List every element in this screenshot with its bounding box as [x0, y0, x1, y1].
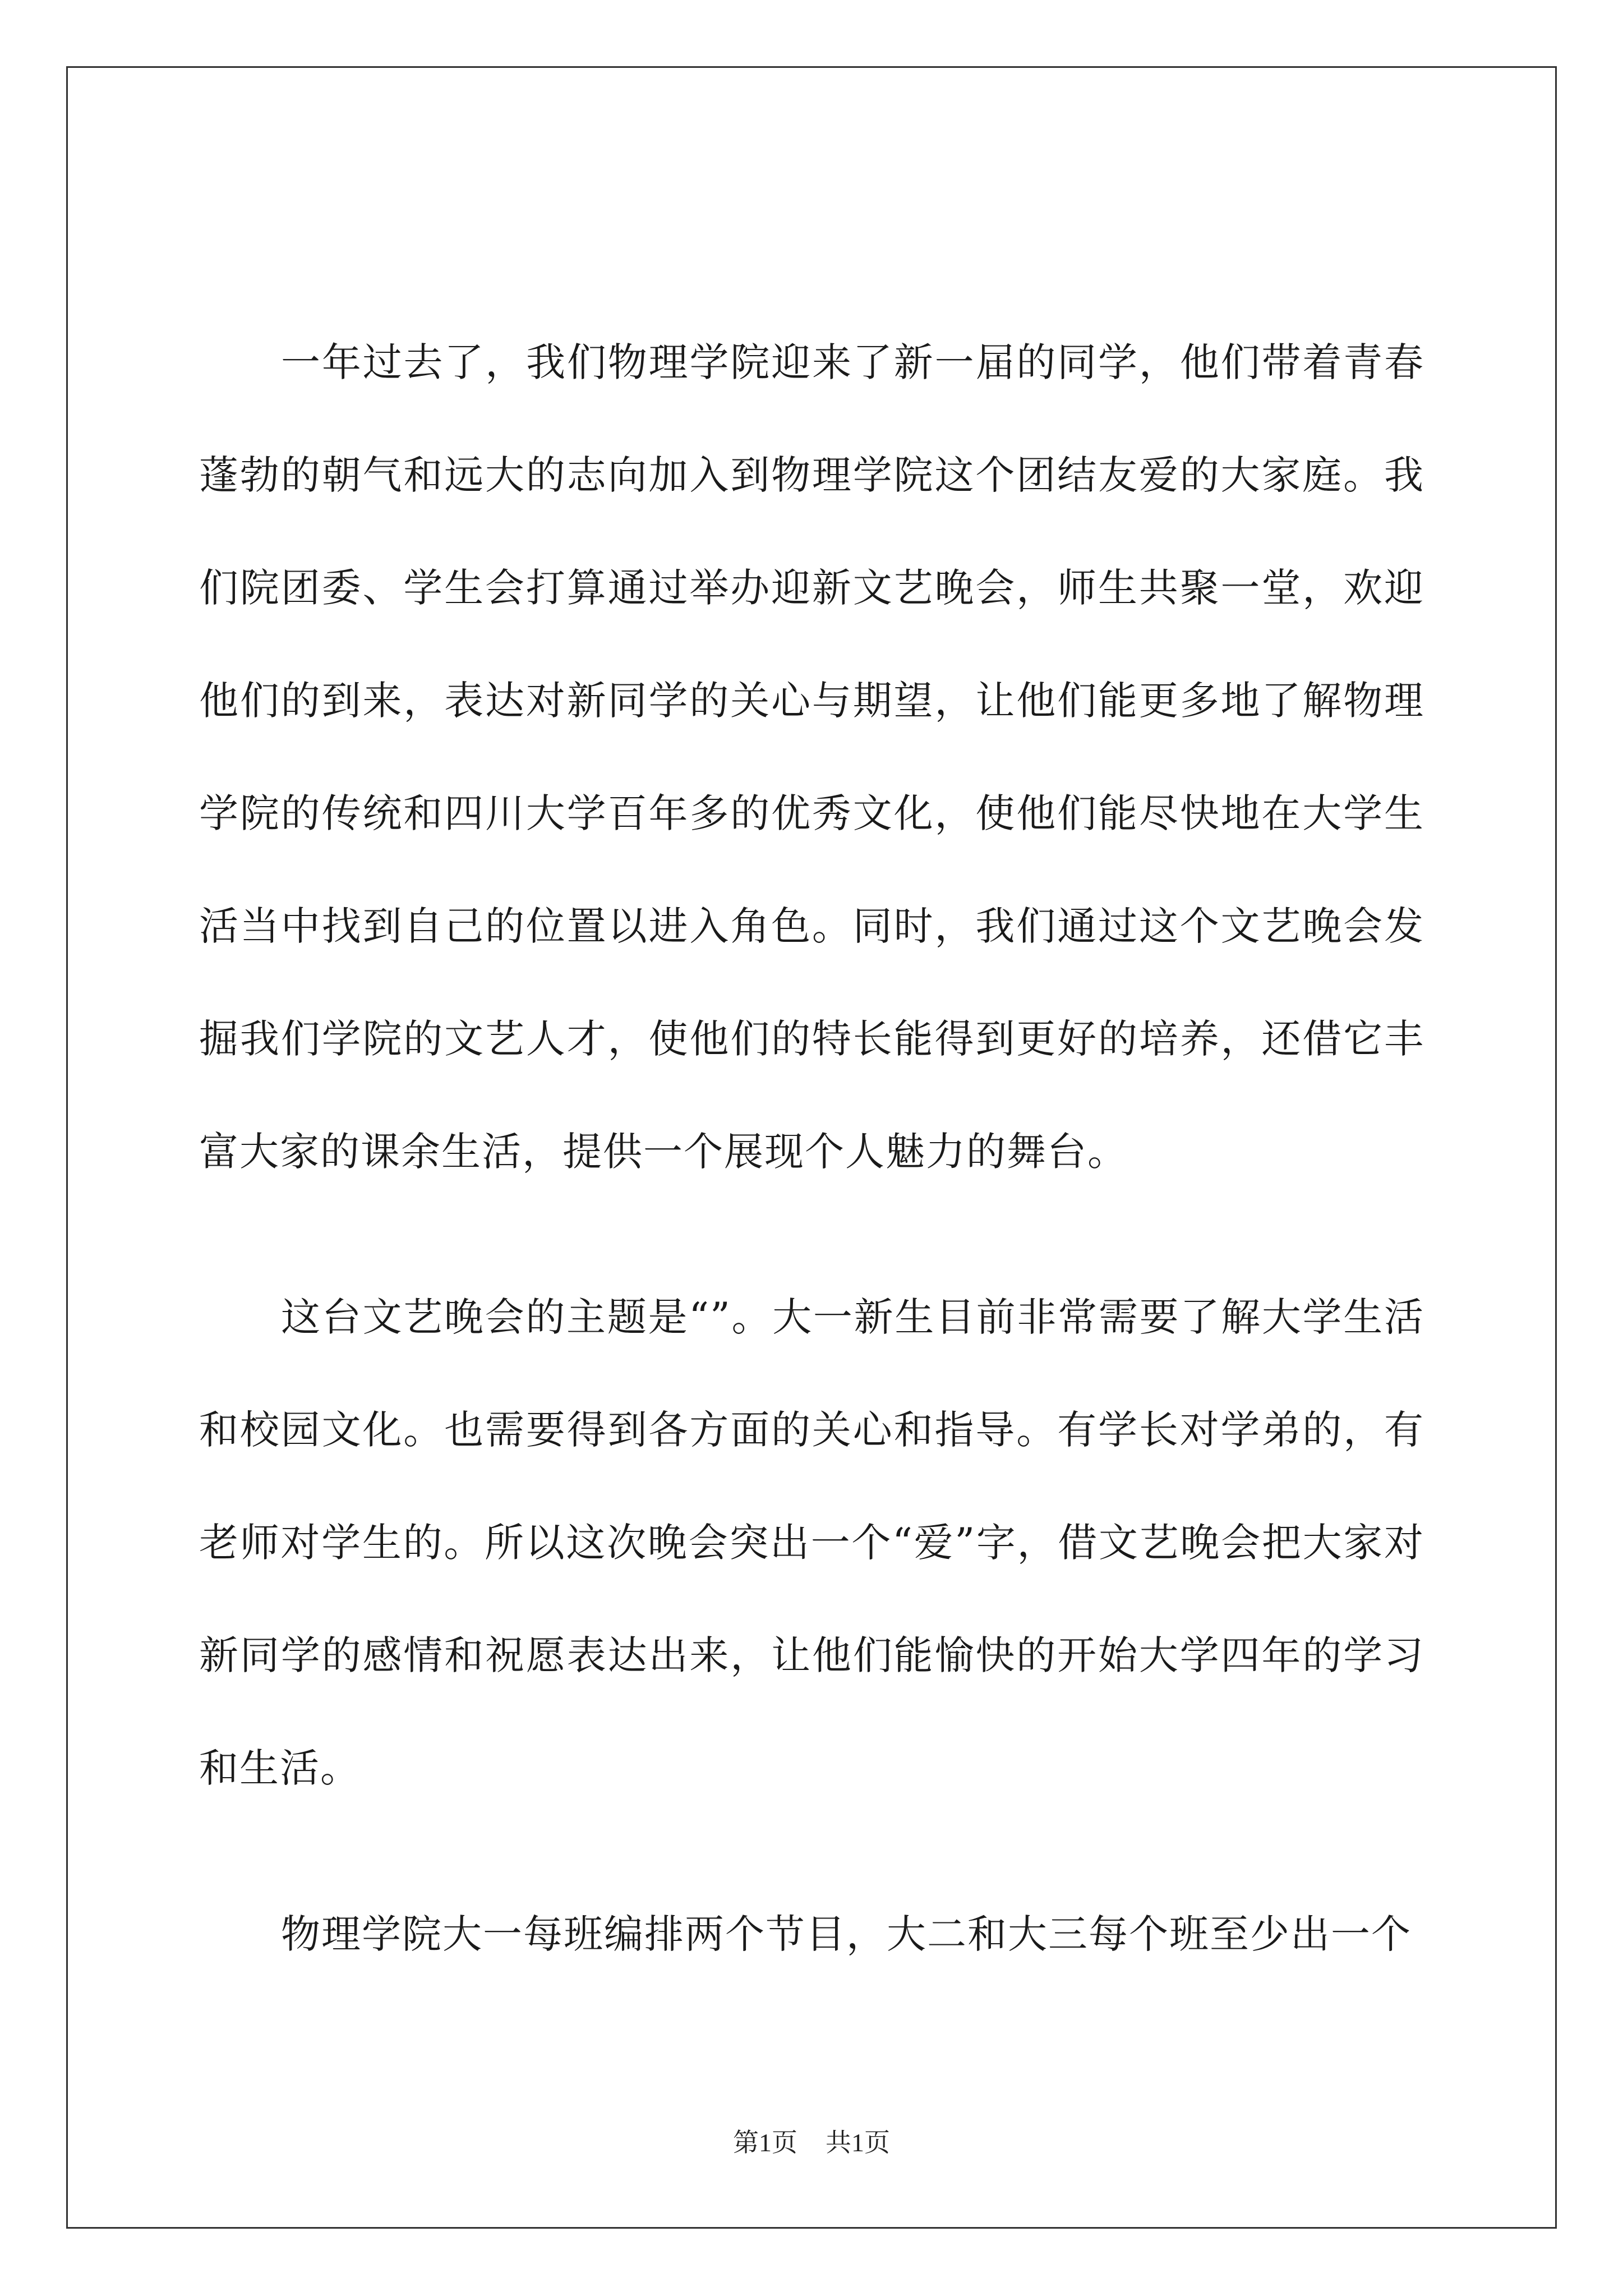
body-paragraph-1: 一年过去了，我们物理学院迎来了新一届的同学，他们带着青春蓬勃的朝气和远大的志向加入到物理学院这个团结友爱的大家庭。我们院团委、学生会打算通过举办迎新文艺晚会，师生共聚一堂，欢迎他们的到来，表达对新同学的关心与期望，让他们能更多地了解物理学院的传统和四川大学百年多的优秀文化，使他们能尽快地在大学生活当中找到自己的位置以进入角色。同时，我们通过这个文艺晚会发掘我们学院的文艺人才，使他们的特长能得到更好的培养，还借它丰富大家的课余生活，提供一个展现个人魅力的舞台。	[199, 339, 1424, 1175]
page-number-current: 第1页	[733, 2128, 797, 2157]
body-paragraph-3: 物理学院大一每班编排两个节目，大二和大三每个班至少出一个	[281, 1911, 1412, 1957]
page-footer	[0, 2126, 1623, 2160]
page-number-total: 共1页	[826, 2128, 890, 2157]
body-paragraph-2: 这台文艺晚会的主题是“”。大一新生目前非常需要了解大学生活和校园文化。也需要得到各方面的关心和指导。有学长对学弟的，有老师对学生的。所以这次晚会突出一个“爱”字，借文艺晚会把大家对新同学的感情和祝愿表达出来，让他们能愉快的开始大学四年的学习和生活。	[199, 1294, 1424, 1791]
